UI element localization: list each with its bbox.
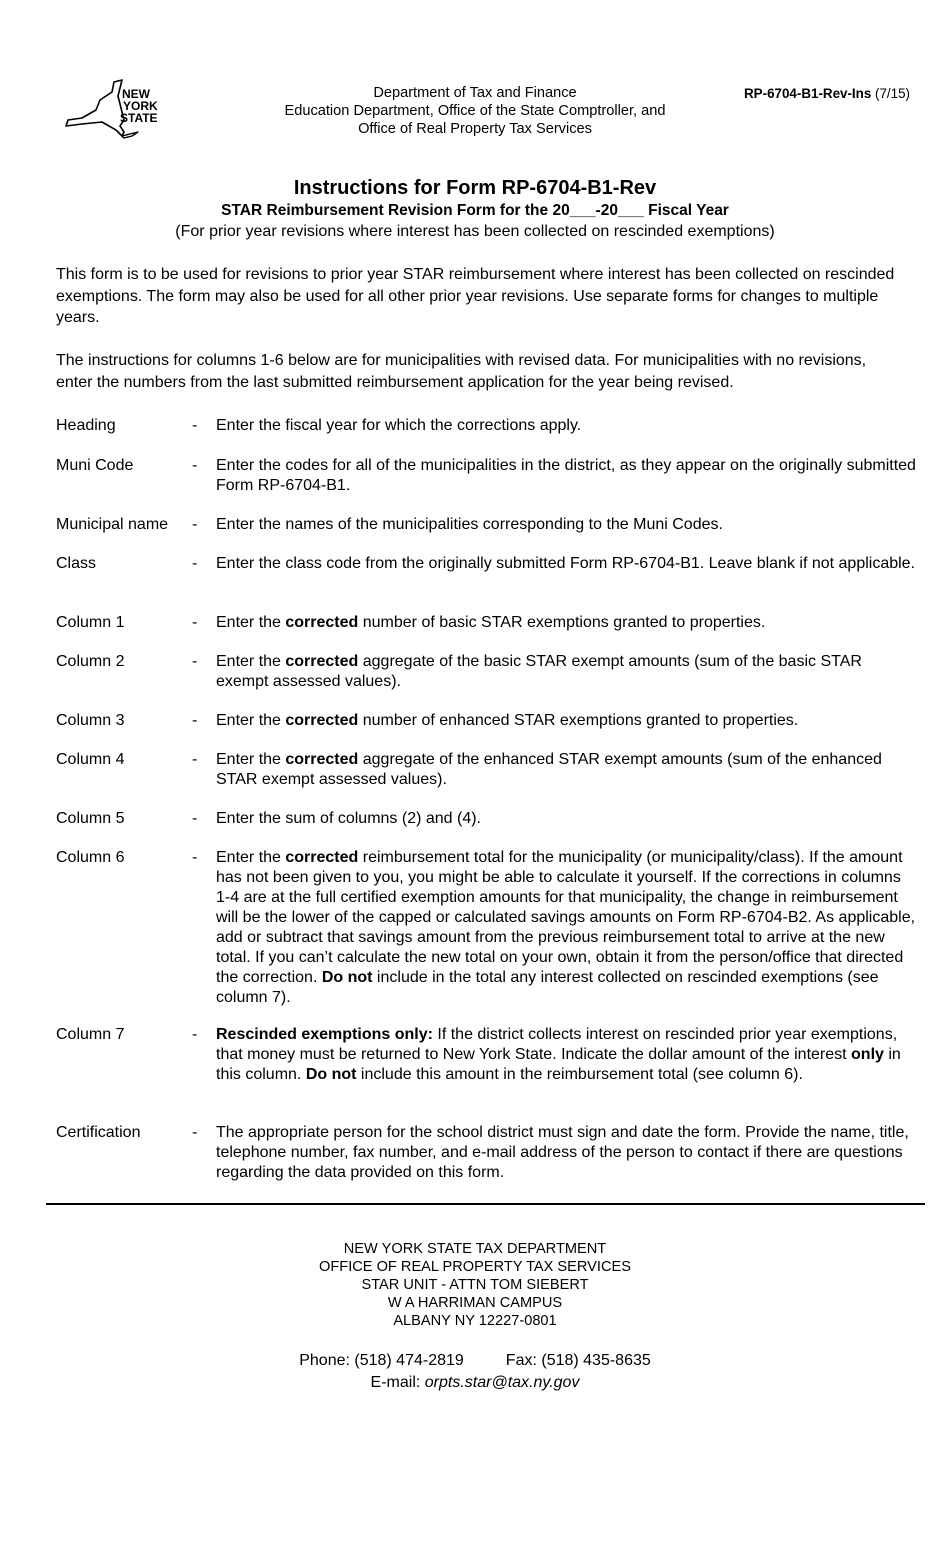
intro-paragraph-1: This form is to be used for revisions to prior year STAR reimbursement where interest has been collected on rescinded exemptions. The form may also be used for all other prior year revisions. Use separate forms for changes to multiple years.: [56, 266, 895, 326]
intro-paragraph-2: The instructions for columns 1-6 below are for municipalities with revised data. For municipalities with no revisions, enter the numbers from the last submitted reimbursement application for the year being revised.: [56, 352, 867, 391]
form-id: [744, 86, 910, 101]
instruction-term: Class: [56, 555, 97, 572]
instruction-term: Column 2: [56, 653, 125, 670]
instruction-term: Column 6: [56, 849, 125, 866]
instruction-term: Column 5: [56, 810, 125, 827]
nys-logo: [62, 78, 172, 142]
instruction-dash: -: [192, 555, 198, 572]
address-line-4: W A HARRIMAN CAMPUS: [387, 1295, 563, 1311]
page-title: Instructions for Form RP-6704-B1-Rev: [293, 177, 657, 199]
fax-number: Fax: (518) 435-8635: [505, 1352, 651, 1369]
agency-line-1: Department of Tax and Finance: [373, 85, 577, 101]
instruction-text: The appropriate person for the school district must sign and date the form. Provide the name, title, telephone number, fax number, and e-mail address of the person to contact if there are questions regarding the data provided on this form.: [216, 1124, 909, 1181]
instruction-dash: -: [192, 614, 198, 631]
instruction-term: Column 7: [56, 1026, 125, 1043]
title-block: [0, 176, 950, 242]
form-date: (7/15): [875, 86, 910, 101]
logo-text-new: NEW: [122, 87, 150, 101]
instruction-dash: -: [192, 751, 198, 768]
agency-line-2: Education Department, Office of the State Comptroller, and: [284, 103, 666, 119]
instruction-term: Column 4: [56, 751, 125, 768]
instruction-term: Municipal name: [56, 516, 169, 533]
instruction-text: Rescinded exemptions only: If the district collects interest on rescinded prior year exemptions, that money must be returned to New York State. Indicate the dollar amount of the interest only in this column. Do not include this amount in the reimbursement total (see column 6).: [216, 1026, 901, 1083]
instruction-text: Enter the corrected number of enhanced STAR exemptions granted to properties.: [216, 712, 799, 729]
instruction-term: Muni Code: [56, 457, 134, 474]
phone-number: Phone: (518) 474-2819: [299, 1352, 464, 1369]
instruction-dash: -: [192, 653, 198, 670]
instruction-term: Certification: [56, 1124, 141, 1141]
instruction-text: Enter the names of the municipalities corresponding to the Muni Codes.: [216, 516, 723, 533]
instruction-dash: -: [192, 1026, 198, 1043]
email-label: E-mail:: [370, 1374, 425, 1391]
agency-line-3: Office of Real Property Tax Services: [358, 121, 592, 137]
instruction-term: Column 1: [56, 614, 125, 631]
page-subtitle: STAR Reimbursement Revision Form for the 20___-20___ Fiscal Year: [221, 202, 729, 219]
nys-map-icon: [62, 78, 172, 142]
address-line-2: OFFICE OF REAL PROPERTY TAX SERVICES: [319, 1259, 631, 1275]
instruction-text: Enter the codes for all of the municipalities in the district, as they appear on the originally submitted Form RP-6704-B1.: [216, 457, 916, 494]
mailing-address: [0, 1240, 950, 1330]
email-link[interactable]: orpts.star@tax.ny.gov: [424, 1374, 580, 1391]
instruction-dash: -: [192, 457, 198, 474]
address-line-1: NEW YORK STATE TAX DEPARTMENT: [343, 1241, 607, 1257]
instruction-dash: -: [192, 516, 198, 533]
address-line-5: ALBANY NY 12227-0801: [393, 1313, 557, 1329]
contact-info: [0, 1350, 950, 1394]
instruction-text: Enter the fiscal year for which the corrections apply.: [216, 417, 582, 434]
instruction-text: Enter the corrected aggregate of the enhanced STAR exempt amounts (sum of the enhanced STAR exempt assessed values).: [216, 751, 882, 788]
instruction-dash: -: [192, 849, 198, 866]
instruction-text: Enter the corrected aggregate of the basic STAR exempt amounts (sum of the basic STAR exempt assessed values).: [216, 653, 862, 690]
instruction-text: Enter the corrected number of basic STAR exemptions granted to properties.: [216, 614, 766, 631]
instruction-dash: -: [192, 1124, 198, 1141]
address-line-3: STAR UNIT - ATTN TOM SIEBERT: [361, 1277, 589, 1293]
instruction-text: Enter the sum of columns (2) and (4).: [216, 810, 481, 827]
instruction-dash: -: [192, 712, 198, 729]
instruction-text: Enter the class code from the originally submitted Form RP-6704-B1. Leave blank if not applicable.: [216, 555, 916, 572]
form-number: RP-6704-B1-Rev-Ins: [744, 86, 872, 101]
instruction-term: Heading: [56, 417, 116, 434]
logo-text-state: STATE: [120, 111, 158, 125]
agency-header: [250, 84, 700, 138]
instruction-dash: -: [192, 417, 198, 434]
divider: [46, 1203, 925, 1205]
instruction-term: Column 3: [56, 712, 125, 729]
instruction-text: Enter the corrected reimbursement total for the municipality (or municipality/class). If the amount has not been given to you, you might be able to calculate it yourself. If the corrections in columns 1-4 are at the full certified exemption amounts for that municipality, the change in reimbursement will be the lower of the capped or calculated savings amounts on Form RP-6704-B2. As applicable, add or subtract that savings amount from the previous reimbursement total to arrive at the new total. If you can’t calculate the new total on your own, obtain it from the person/office that directed the correction. Do not include in the total any interest collected on rescinded exemptions (see column 7).: [216, 849, 916, 1006]
logo-text-york: YORK: [123, 99, 158, 113]
instruction-dash: -: [192, 810, 198, 827]
page-subnote: (For prior year revisions where interest has been collected on rescinded exemptions): [175, 223, 775, 240]
